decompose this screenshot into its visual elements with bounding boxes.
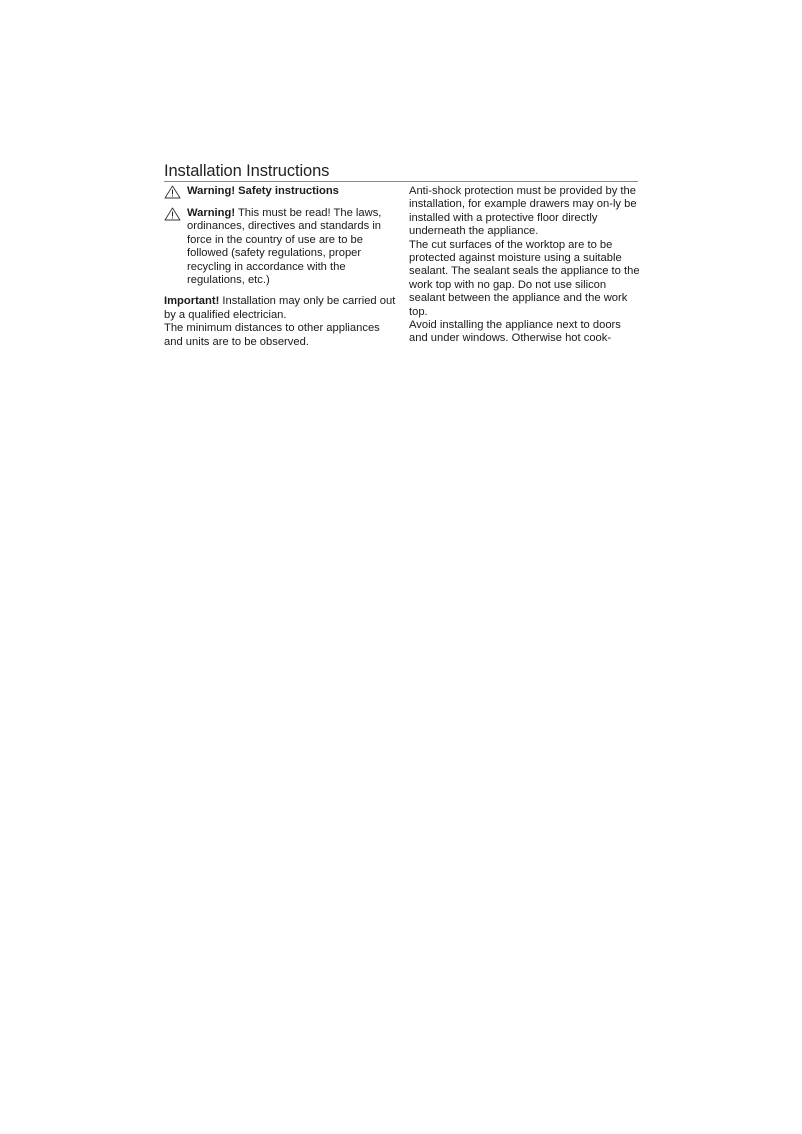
warning-triangle-icon xyxy=(164,207,183,221)
safety-warning-block xyxy=(164,207,396,287)
important-text: Installation may only be carried out by a qualified electrician. xyxy=(164,295,396,321)
right-column xyxy=(409,185,641,346)
anti-shock-paragraph: Anti-shock protection must be provided by the installation, for example drawers may on-ly be installed with a protective floor directly underneath the appliance. xyxy=(409,185,637,238)
safety-warning-heading xyxy=(164,185,396,199)
placement-paragraph: Avoid installing the appliance next to doors and under windows. Otherwise hot cook- xyxy=(409,319,621,345)
left-column xyxy=(164,185,396,349)
warning-heading-text: Warning! Safety instructions xyxy=(187,185,339,197)
warning-lead: Warning! xyxy=(187,207,236,219)
title-divider xyxy=(164,181,638,182)
warning-text: This must be read! The laws, ordinances, directives and standards in force in the country of use are to be followed (safety regulations, proper recycling in accordance with the regulations, etc.) xyxy=(187,207,382,287)
cut-surfaces-paragraph: The cut surfaces of the worktop are to be protected against moisture using a suitable sealant. The sealant seals the appliance to the work top with no gap. Do not use silicon sealant between the appliance and the work top. xyxy=(409,238,640,318)
warning-triangle-icon xyxy=(164,185,183,199)
important-lead: Important! xyxy=(164,295,220,308)
page-title: Installation Instructions xyxy=(164,162,330,180)
important-note xyxy=(164,295,396,322)
distances-note: The minimum distances to other appliances and units are to be observed. xyxy=(164,322,380,348)
